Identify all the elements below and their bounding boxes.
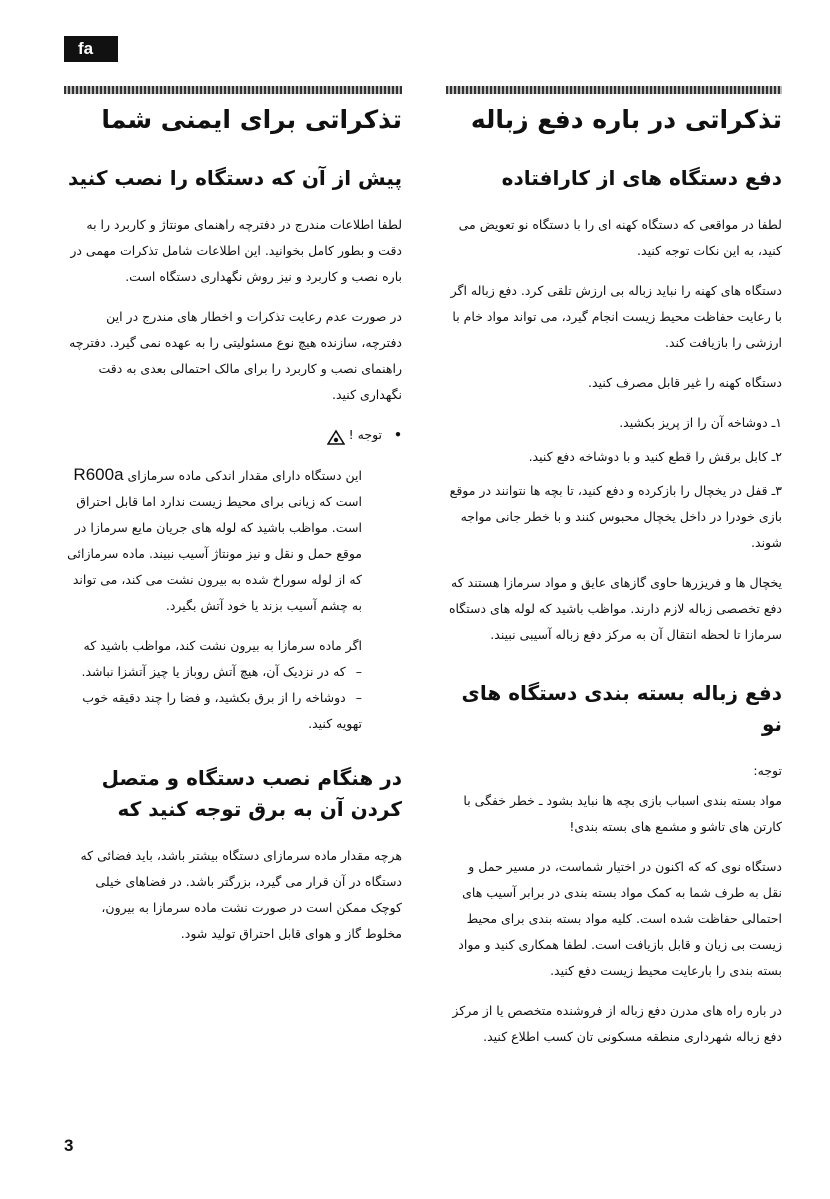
refrigerant-paragraph xyxy=(64,462,402,619)
paragraph: یخچال ها و فریزرها حاوی گازهای عایق و مواد سرمازا هستند که دفع تخصصی زباله لازم دارند. مواظب باشید که لوله های دستگاه سرمازا تا لحظه انتقال آن به مرکز دفع زباله آسیبی نبیند. xyxy=(448,574,782,642)
paragraph: در باره راه های مدرن دفع زباله از فروشنده متخصص یا از مرکز دفع زباله شهرداری منطقه مسکونی تان کسب اطلاع کنید. xyxy=(452,1002,782,1044)
paragraph: لطفا در مواقعی که دستگاه کهنه ای را با دستگاه نو تعویض می کنید، به این نکات توجه کنید. xyxy=(458,216,782,258)
disposal-column xyxy=(446,86,782,1064)
warning-triangle-icon xyxy=(327,428,345,443)
step-item: ۳ـ قفل در یخچال را بازکرده و دفع کنید، تا بچه ها نتوانند در موقع بازی خودرا در داخل یخچال محبوس کنند و با خطر جانی مواجه شوند. xyxy=(449,482,782,550)
packaging-heading: دفع زباله بسته بندی دستگاه های نو xyxy=(461,680,782,736)
paragraph: در صورت عدم رعایت تذکرات و اخطار های مندرج در این دفترچه، سازنده هیچ نوع مسئولیتی را به عهده نمی گیرد. دفترچه راهنمای نصب و کاربرد را برای مالک احتمالی بعدی به دقت نگهداری کنید. xyxy=(69,308,402,402)
language-tab: fa xyxy=(64,36,118,62)
old-appliance-heading: دفع دستگاه های از کارافتاده xyxy=(501,165,782,190)
safety-title: تذکراتی برای ایمنی شما xyxy=(101,105,402,134)
warning-note xyxy=(64,422,402,448)
refrigerant-code: R600a xyxy=(73,464,124,484)
note-label: توجه: xyxy=(753,762,782,778)
bullet: • xyxy=(394,426,402,442)
safety-column xyxy=(64,86,402,961)
disposal-steps-list xyxy=(446,410,782,556)
paragraph: دستگاه نوی که که اکنون در اختیار شماست، در مسیر حمل و نقل به طرف شما به کمک مواد بسته بندی در برابر آسیب های احتمالی حفاظت شده است. کلیه مواد بسته بندی برای محیط زیست بی زیان و قابل بازیافت است. لطفا همکاری کنید و مواد بسته بندی را بارعایت محیط زیست دفع کنید. xyxy=(458,858,782,978)
paragraph-text: است که زیانی برای محیط زیست ندارد اما قابل احتراق است. مواظب باشید که لوله های جریان مایع سرمازا در موقع حمل و نقل و نیز مونتاژ آسیب نبیند. ماده سرمازائی که از لوله سوراخ شده به بیرون نشت می کند، می تواند به چشم آسیب بزند یا خود آتش بگیرد. xyxy=(67,493,362,613)
paragraph: دستگاه های کهنه را نباید زباله بی ارزش تلقی کرد. دفع زباله اگر با رعایت حفاظت محیط زیست انجام گیرد، می تواند مواد خام با ارزشی را بازیافت کند. xyxy=(450,282,782,350)
column-header-rule xyxy=(64,86,402,94)
paragraph: هرچه مقدار ماده سرمازای دستگاه بیشتر باشد، باید فضائی که دستگاه در آن قرار می گیرد، بزرگتر باشد. در فضاهای خیلی کوچک ممکن است در صورت نشت ماده سرمازا به بیرون، مخلوط گاز و هوای قابل احتراق تولید شود. xyxy=(80,847,402,941)
note-label: توجه ! xyxy=(348,426,383,442)
step-item: ۱ـ دوشاخه آن را از پریز بکشید. xyxy=(619,414,782,430)
dash-list-item: –که در نزدیک آن، هیچ آتش روباز یا چیز آتشزا نباشد. xyxy=(81,663,362,679)
step-item: ۲ـ کابل برقش را قطع کنید و با دوشاخه دفع کنید. xyxy=(528,448,782,464)
column-header-rule xyxy=(446,86,782,94)
page-number: 3 xyxy=(64,1136,74,1155)
dash-list-item: –دوشاخه را از برق بکشید، و فضا را چند دقیقه خوب تهویه کنید. xyxy=(82,689,362,731)
paragraph: اگر ماده سرمازا به بیرون نشت کند، مواظب باشید که xyxy=(83,637,362,653)
before-install-heading: پیش از آن که دستگاه را نصب کنید xyxy=(67,165,402,190)
dash-item-text: دوشاخه را از برق بکشید، و فضا را چند دقیقه خوب تهویه کنید. xyxy=(82,689,362,731)
dash-item-text: که در نزدیک آن، هیچ آتش روباز یا چیز آتشزا نباشد. xyxy=(81,663,346,679)
paragraph-text: این دستگاه دارای مقدار اندکی ماده سرمازای xyxy=(127,467,362,483)
disposal-title: تذکراتی در باره دفع زباله xyxy=(470,105,782,134)
paragraph: مواد بسته بندی اسباب بازی بچه ها نباید بشود ـ خطر خفگی با کارتن های تاشو و مشمع های بسته بندی! xyxy=(463,792,782,834)
paragraph: لطفا اطلاعات مندرج در دفترچه راهنمای مونتاژ و کاربرد را به دقت و بطور کامل بخوانید. این اطلاعات شامل تذکرات مهمی در باره نصب و کاربرد و نیز روش نگهداری دستگاه است. xyxy=(70,216,402,284)
paragraph: دستگاه کهنه را غیر قابل مصرف کنید. xyxy=(588,374,782,390)
installation-heading: در هنگام نصب دستگاه و متصل کردن آن به برق توجه کنید که xyxy=(101,765,402,821)
